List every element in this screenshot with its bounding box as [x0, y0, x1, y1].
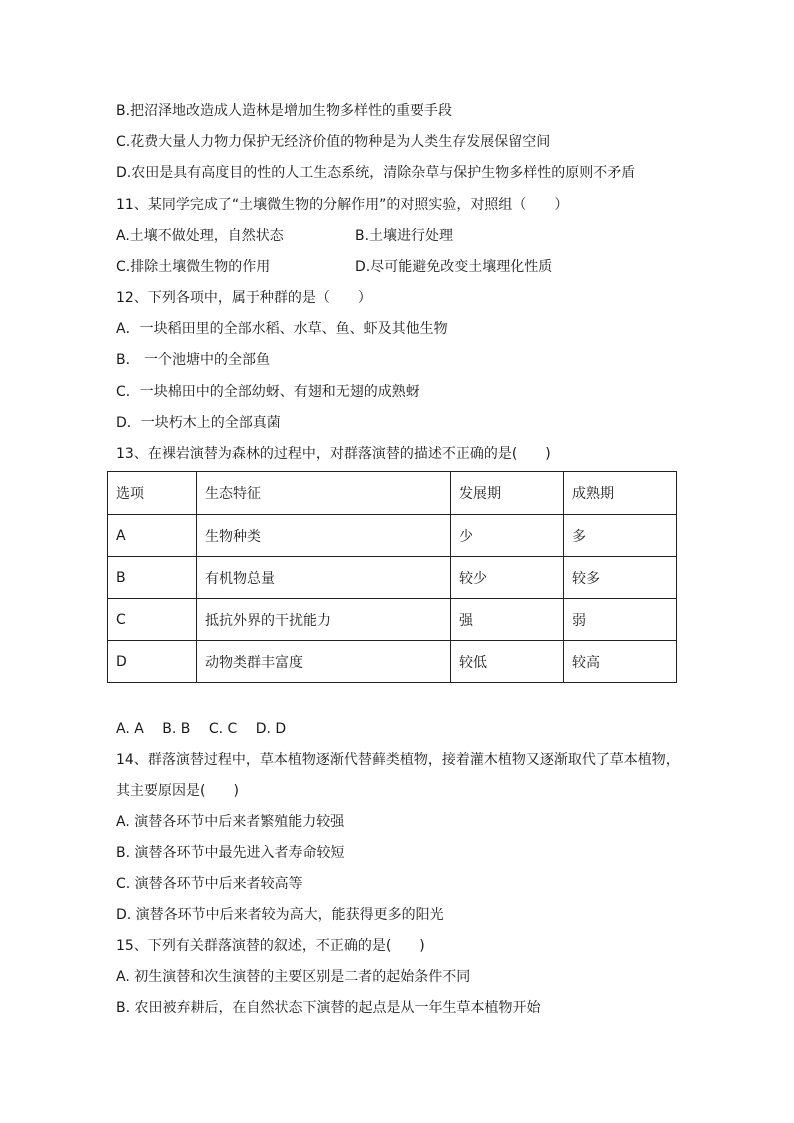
table-cell: 较多: [564, 557, 677, 599]
q12-stem: 12、下列各项中，属于种群的是（ ）: [116, 290, 372, 306]
q10-option-b: B.把沼泽地改造成人造林是增加生物多样性的重要手段: [116, 103, 453, 119]
q14-option-a: A. 演替各环节中后来者繁殖能力较强: [116, 814, 345, 830]
q13-stem: 13、在裸岩演替为森林的过程中，对群落演替的描述不正确的是( ): [116, 446, 551, 462]
table-cell: B: [108, 557, 197, 599]
table-cell: 多: [564, 515, 677, 557]
table-header-cell: 选项: [108, 472, 197, 515]
table-cell: C: [108, 599, 197, 641]
q15-stem: 15、下列有关群落演替的叙述，不正确的是( ): [116, 938, 425, 954]
q11-option-b: B.土壤进行处理: [355, 228, 454, 244]
table-row: [108, 557, 677, 599]
q14-option-b: B. 演替各环节中最先进入者寿命较短: [116, 845, 345, 861]
q11-option-c: C.排除土壤微生物的作用: [116, 259, 271, 275]
q10-option-c: C.花费大量人力物力保护无经济价值的物种是为人类生存发展保留空间: [116, 134, 551, 150]
table-cell: 较少: [451, 557, 564, 599]
table-cell: 较高: [564, 641, 677, 683]
q15-option-b: B. 农田被弃耕后，在自然状态下演替的起点是从一年生草本植物开始: [116, 1000, 541, 1016]
q12-option-b: B． 一个池塘中的全部鱼: [116, 352, 271, 368]
table-cell: 弱: [564, 599, 677, 641]
table-cell: A: [108, 515, 197, 557]
table-cell: 较低: [451, 641, 564, 683]
table-cell: 抵抗外界的干扰能力: [197, 599, 451, 641]
q10-option-d: D.农田是具有高度目的性的人工生态系统，清除杂草与保护生物多样性的原则不矛盾: [116, 165, 636, 181]
table-cell: 动物类群丰富度: [197, 641, 451, 683]
table-header-cell: 发展期: [451, 472, 564, 515]
q11-option-a: A.土壤不做处理，自然状态: [116, 228, 284, 244]
table-cell: 有机物总量: [197, 557, 451, 599]
table-cell: D: [108, 641, 197, 683]
q14-option-d: D. 演替各环节中后来者较为高大，能获得更多的阳光: [116, 907, 444, 923]
q12-option-c: C．一块棉田中的全部幼蚜、有翅和无翅的成熟蚜: [116, 384, 420, 400]
q12-option-a: A．一块稻田里的全部水稻、水草、鱼、虾及其他生物: [116, 321, 448, 337]
table-cell: 少: [451, 515, 564, 557]
table-cell: 强: [451, 599, 564, 641]
table-row: [108, 599, 677, 641]
q14-stem-line1: 14、群落演替过程中，草本植物逐渐代替藓类植物，接着灌木植物又逐渐取代了草本植物，: [116, 752, 680, 768]
q14-stem-line2: 其主要原因是( ): [116, 783, 239, 799]
q11-option-d: D.尽可能避免改变土壤理化性质: [355, 259, 553, 275]
q15-option-a: A. 初生演替和次生演替的主要区别是二者的起始条件不同: [116, 969, 471, 985]
q13-answer-options: A. A B. B C. C D. D: [116, 721, 287, 737]
q13-table: [107, 471, 677, 683]
q12-option-d: D．一块朽木上的全部真菌: [116, 415, 281, 431]
q14-option-c: C. 演替各环节中后来者较高等: [116, 876, 303, 892]
table-row: [108, 515, 677, 557]
q11-stem: 11、某同学完成了“土壤微生物的分解作用”的对照实验，对照组（ ）: [116, 197, 569, 213]
table-header-cell: 生态特征: [197, 472, 451, 515]
table-row: [108, 641, 677, 683]
table-cell: 生物种类: [197, 515, 451, 557]
table-header-row: [108, 472, 677, 515]
table-header-cell: 成熟期: [564, 472, 677, 515]
